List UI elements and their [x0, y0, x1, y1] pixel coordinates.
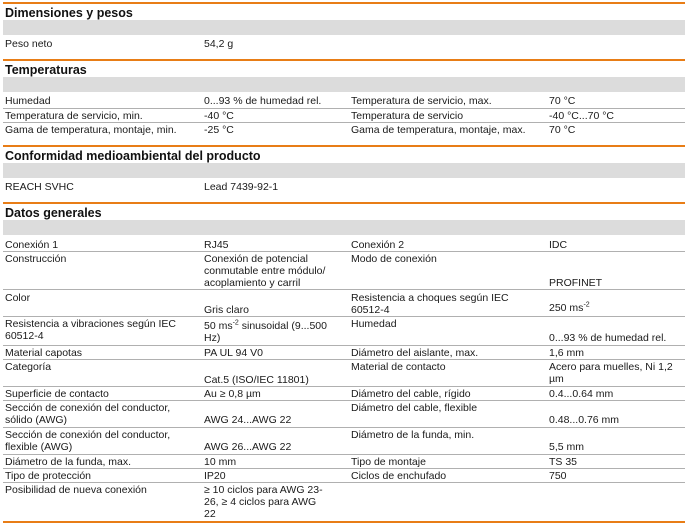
modo-value: PROFINET: [549, 277, 603, 289]
superficie-label: Superficie de contacto: [5, 388, 109, 400]
temp-r3-left-value: -25 °C: [204, 124, 234, 136]
row-divider: [3, 345, 685, 346]
temp-r3-left-label: Gama de temperatura, montaje, min.: [5, 124, 177, 136]
conexion1-label: Conexión 1: [5, 239, 59, 251]
choques-value: [549, 302, 590, 314]
temp-r1-right-value: 70 °C: [549, 95, 576, 107]
row-divider: [3, 122, 685, 123]
section-title-conformidad: Conformidad medioambiental del producto: [3, 145, 685, 163]
material-contacto-value: Acero para muelles, Ni 1,2 µm: [549, 361, 673, 385]
construccion-label: Construcción: [5, 253, 67, 265]
temp-r1-right-label: Temperatura de servicio, max.: [351, 95, 492, 107]
nueva-conexion-value: ≥ 10 ciclos para AWG 23-26, ≥ 4 ciclos para AWG 22: [204, 484, 323, 520]
section-band: [3, 220, 685, 235]
funda-min-label: Diámetro de la funda, min.: [351, 429, 475, 441]
row-divider: [3, 468, 685, 469]
capotas-value: PA UL 94 V0: [204, 347, 263, 359]
row-divider: [3, 316, 685, 317]
section-band: [3, 77, 685, 92]
temp-r1-left-value: 0...93 % de humedad rel.: [204, 95, 322, 107]
temp-r2-right-label: Temperatura de servicio: [351, 110, 464, 122]
row-divider: [3, 454, 685, 455]
conexion2-label: Conexión 2: [351, 239, 405, 251]
section-band: [3, 20, 685, 35]
reach-value: Lead 7439-92-1: [204, 181, 279, 193]
choques-label: Resistencia a choques según IEC 60512-4: [351, 292, 509, 316]
vibraciones-value: [204, 320, 344, 344]
row-divider: [3, 251, 685, 252]
aislante-value: 1,6 mm: [549, 347, 585, 359]
temp-r1-left-label: Humedad: [5, 95, 51, 107]
section-title-dimensiones: Dimensiones y pesos: [3, 2, 685, 20]
color-label: Color: [5, 292, 31, 304]
humedad-value: 0...93 % de humedad rel.: [549, 332, 667, 344]
seccion-solido-label: Sección de conexión del conductor, sólido (AWG): [5, 402, 171, 426]
vibraciones-value-a: 50 ms: [204, 320, 233, 332]
row-divider: [3, 108, 685, 109]
superficie-value: Au ≥ 0,8 µm: [204, 388, 261, 400]
row-divider: [3, 400, 685, 401]
funda-max-label: Diámetro de la funda, max.: [5, 456, 132, 468]
row-divider: [3, 386, 685, 387]
peso-value: 54,2 g: [204, 38, 234, 50]
funda-max-value: 10 mm: [204, 456, 237, 468]
cable-flexible-value: 0.48...0.76 mm: [549, 414, 620, 426]
nueva-conexion-label: Posibilidad de nueva conexión: [5, 484, 147, 496]
section-title-temperaturas: Temperaturas: [3, 59, 685, 77]
section-title-datos-generales: Datos generales: [3, 202, 685, 220]
capotas-label: Material capotas: [5, 347, 83, 359]
seccion-solido-value: AWG 24...AWG 22: [204, 414, 292, 426]
montaje-value: TS 35: [549, 456, 578, 468]
temp-r2-left-label: Temperatura de servicio, min.: [5, 110, 143, 122]
seccion-flexible-label: Sección de conexión del conductor, flexible (AWG): [5, 429, 171, 453]
construccion-value: Conexión de potencial conmutable entre módulo/ acoplamiento y carril: [204, 253, 326, 289]
choques-value-base: 250 ms: [549, 302, 584, 314]
humedad-label: Humedad: [351, 318, 397, 330]
section-band: [3, 163, 685, 178]
row-divider: [3, 482, 685, 483]
categoria-label: Categoría: [5, 361, 52, 373]
cable-rigido-label: Diámetro del cable, rígido: [351, 388, 471, 400]
temp-r3-right-value: 70 °C: [549, 124, 576, 136]
row-divider: [3, 289, 685, 290]
montaje-label: Tipo de montaje: [351, 456, 426, 468]
vibraciones-value-exp: -2: [232, 319, 239, 327]
row-divider: [3, 359, 685, 360]
temp-r2-left-value: -40 °C: [204, 110, 234, 122]
material-contacto-label: Material de contacto: [351, 361, 446, 373]
ciclos-label: Ciclos de enchufado: [351, 470, 447, 482]
cable-flexible-label: Diámetro del cable, flexible: [351, 402, 478, 414]
bottom-rule: [3, 521, 685, 523]
temp-r3-right-label: Gama de temperatura, montaje, max.: [351, 124, 526, 136]
temp-r2-right-value: -40 °C...70 °C: [549, 110, 615, 122]
aislante-label: Diámetro del aislante, max.: [351, 347, 479, 359]
ciclos-value: 750: [549, 470, 567, 482]
color-value: Gris claro: [204, 304, 249, 316]
choques-value-exp: -2: [583, 301, 590, 309]
conexion1-value: RJ45: [204, 239, 229, 251]
cable-rigido-value: 0.4...0.64 mm: [549, 388, 614, 400]
vibraciones-value-b: sinusoidal (9...500 Hz): [204, 320, 327, 344]
proteccion-label: Tipo de protección: [5, 470, 91, 482]
reach-label: REACH SVHC: [5, 181, 74, 193]
categoria-value: Cat.5 (ISO/IEC 11801): [204, 374, 309, 386]
vibraciones-label: Resistencia a vibraciones según IEC 60512-4: [5, 318, 177, 342]
seccion-flexible-value: AWG 26...AWG 22: [204, 441, 292, 453]
peso-label: Peso neto: [5, 38, 53, 50]
funda-min-value: 5,5 mm: [549, 441, 585, 453]
modo-label: Modo de conexión: [351, 253, 437, 265]
proteccion-value: IP20: [204, 470, 226, 482]
conexion2-value: IDC: [549, 239, 568, 251]
row-divider: [3, 427, 685, 428]
